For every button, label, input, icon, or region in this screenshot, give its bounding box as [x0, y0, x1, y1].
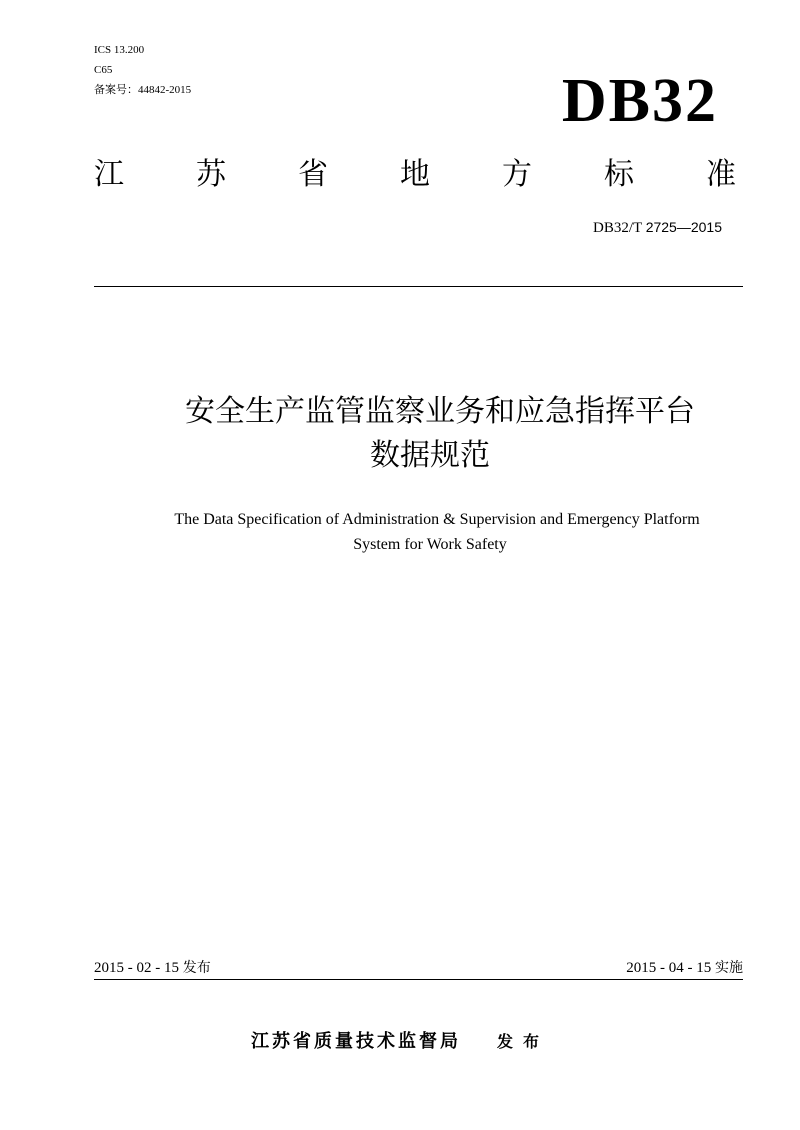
date-row [94, 958, 743, 980]
issue-label: 发布 [182, 960, 211, 976]
ccs-code: C65 [94, 64, 113, 76]
implementation-label: 实施 [715, 960, 743, 976]
english-title [60, 507, 800, 557]
publisher-org: 江苏省质量技术监督局 [250, 1031, 461, 1052]
standard-number [593, 217, 722, 238]
standard-year-number: 2725—2015 [645, 219, 722, 235]
implementation-date-value: 2015 - 04 - 15 [626, 960, 712, 976]
publisher-action: 发布 [496, 1032, 549, 1051]
heading-char: 准 [706, 157, 736, 192]
heading-char: 方 [502, 157, 532, 192]
heading-char: 江 [94, 157, 124, 192]
issue-date-value: 2015 - 02 - 15 [94, 960, 179, 976]
implementation-date [626, 958, 743, 978]
heading-char: 苏 [196, 157, 226, 192]
header-divider [94, 286, 743, 287]
heading-char: 省 [298, 157, 328, 192]
issue-date [94, 958, 211, 978]
record-number: 备案号：44842-2015 [94, 84, 192, 96]
heading-char: 地 [400, 157, 430, 192]
chinese-title-line-2: 数据规范 [370, 438, 490, 473]
heading-char: 标 [604, 157, 634, 192]
english-title-line-1: The Data Specification of Administration & Supervision and Emergency Platform [174, 511, 700, 528]
publisher-line [0, 1030, 800, 1054]
chinese-title [60, 390, 800, 478]
standard-prefix: DB32/T [593, 220, 646, 236]
standard-type-heading [94, 155, 736, 195]
standard-logo-code: DB32 [561, 67, 718, 135]
english-title-line-2: System for Work Safety [353, 536, 507, 553]
ics-code: ICS 13.200 [94, 44, 145, 56]
chinese-title-line-1: 安全生产监管监察业务和应急指挥平台 [185, 394, 695, 429]
